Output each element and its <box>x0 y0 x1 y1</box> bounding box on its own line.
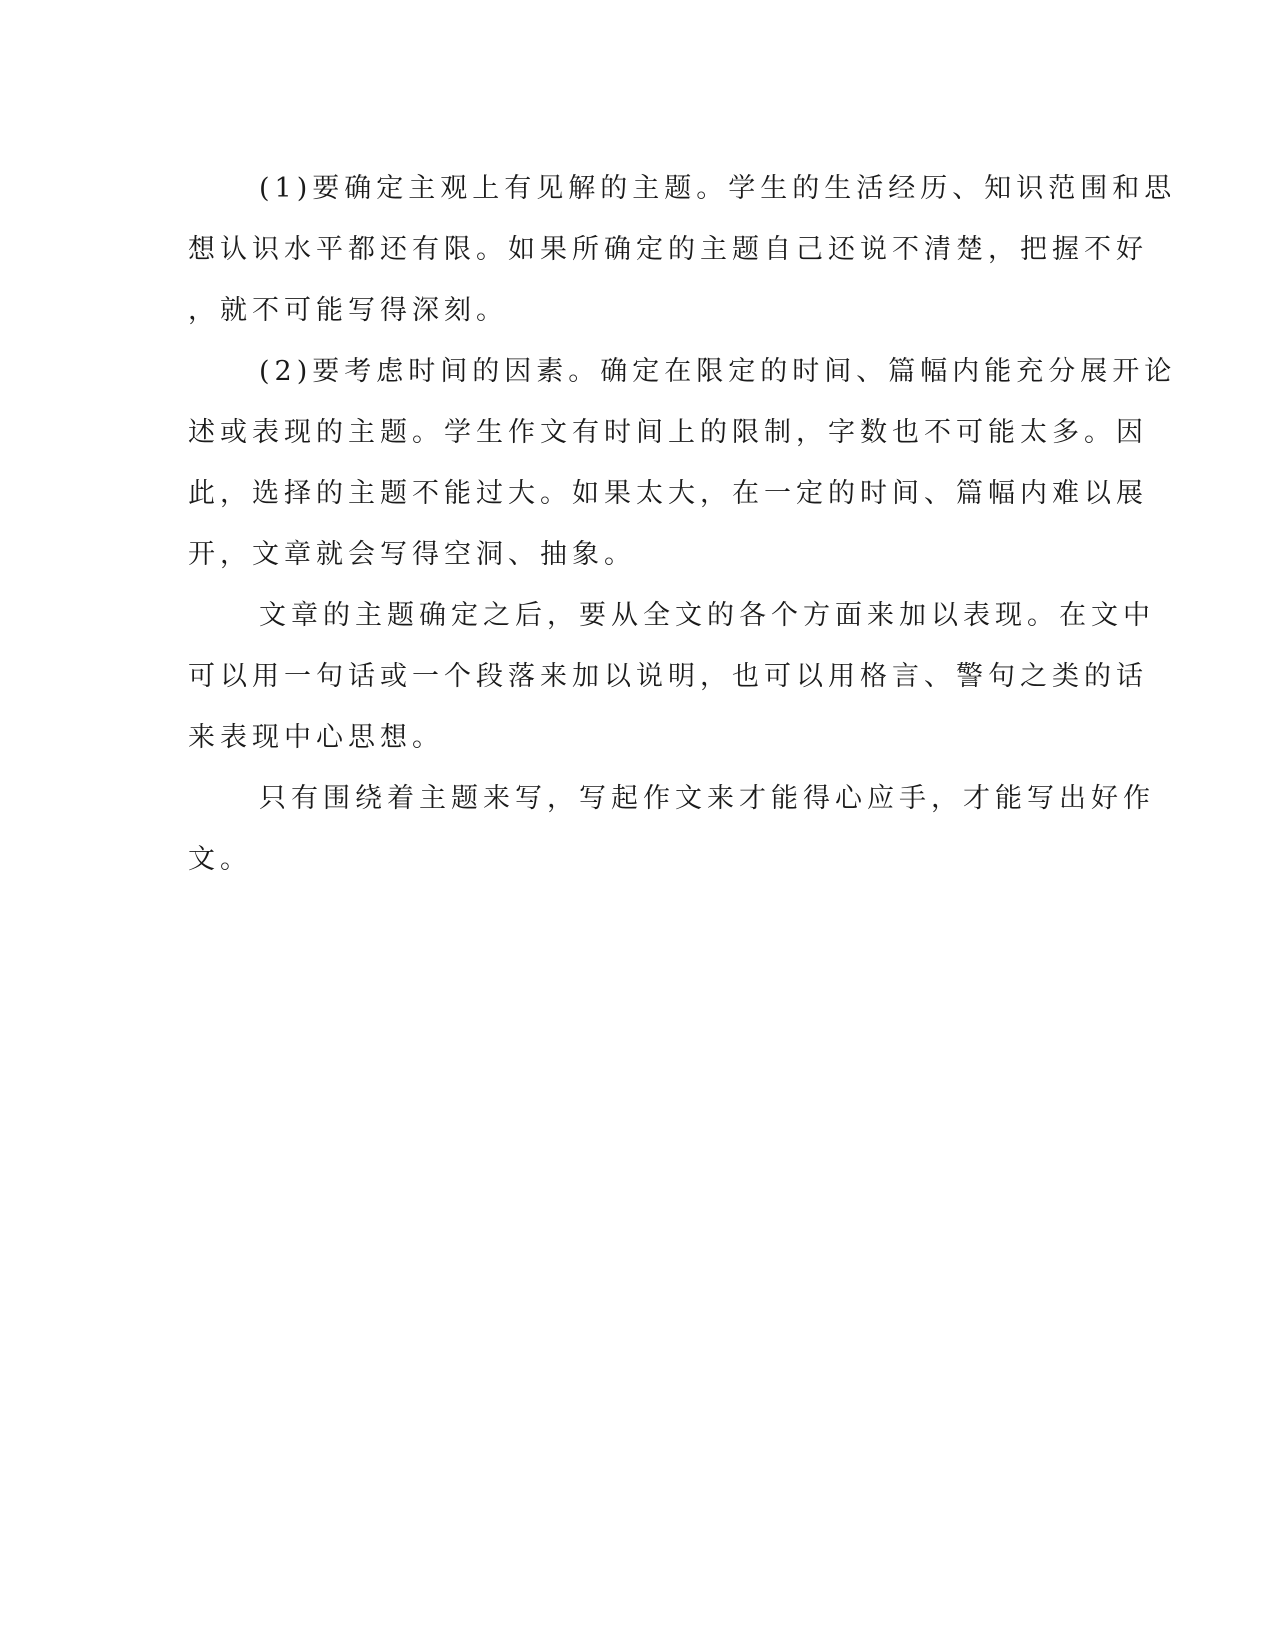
paragraph-line: 文章的主题确定之后，要从全文的各个方面来加以表现。在文中 <box>259 600 1155 631</box>
paragraph-3 <box>188 585 1155 768</box>
document-body <box>188 158 1177 890</box>
paragraph-line: 开，文章就会写得空洞、抽象。 <box>188 539 636 570</box>
paragraph-line: 只有围绕着主题来写，写起作文来才能得心应手，才能写出好作 <box>259 783 1155 814</box>
paragraph-line: 文。 <box>188 844 252 875</box>
paragraph-line: (2)要考虑时间的因素。确定在限定的时间、篇幅内能充分展开论 <box>259 356 1177 387</box>
paragraph-2 <box>188 341 1177 585</box>
paragraph-line: 来表现中心思想。 <box>188 722 444 753</box>
paragraph-line: 可以用一句话或一个段落来加以说明，也可以用格言、警句之类的话 <box>188 661 1148 692</box>
paragraph-line: 想认识水平都还有限。如果所确定的主题自己还说不清楚，把握不好 <box>188 234 1148 265</box>
paragraph-line: (1)要确定主观上有见解的主题。学生的生活经历、知识范围和思 <box>259 173 1177 204</box>
paragraph-line: 此，选择的主题不能过大。如果太大，在一定的时间、篇幅内难以展 <box>188 478 1148 509</box>
paragraph-1 <box>188 158 1177 341</box>
paragraph-line: ，就不可能写得深刻。 <box>188 295 508 326</box>
paragraph-line: 述或表现的主题。学生作文有时间上的限制，字数也不可能太多。因 <box>188 417 1148 448</box>
paragraph-4 <box>188 768 1155 890</box>
